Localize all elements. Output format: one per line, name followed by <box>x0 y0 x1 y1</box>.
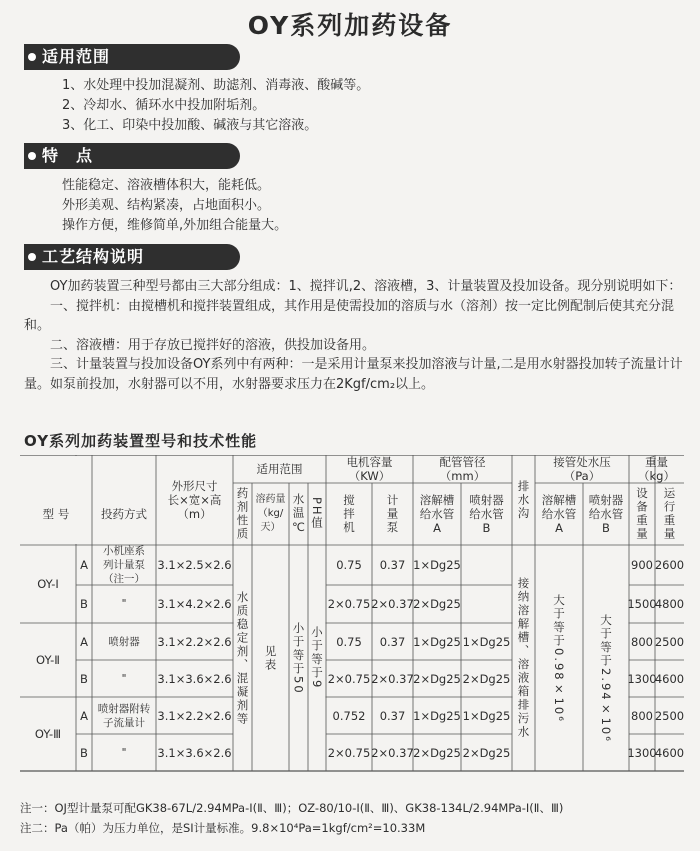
row-pipe-a: 1×Dg25 <box>413 558 461 572</box>
row-weight-run: 4800 <box>654 597 685 611</box>
list-item: 外形美观、结构紧凑，占地面积小。 <box>62 198 271 213</box>
row-sub-label: B <box>80 597 88 611</box>
row-method: 喷射器 <box>108 635 140 648</box>
row-pipe-b: 1×Dg25 <box>462 634 511 649</box>
list-item: 2、冷却水、循环水中投加附垢剂。 <box>62 98 266 113</box>
row-dims: 3.1×3.6×2.6 <box>157 745 232 760</box>
row-weight-run: 4600 <box>654 745 685 760</box>
header-motor: 电机容量 （KW） <box>346 455 393 483</box>
merged-dose: 见表 <box>263 644 278 672</box>
section-header-features <box>24 143 240 169</box>
section-title: 工艺结构说明 <box>42 247 145 266</box>
header-dims: 外形尺寸 长×宽×高 （m） <box>167 479 222 521</box>
section-header-scope <box>24 44 240 70</box>
page-title: OY系列加药设备 <box>247 11 453 40</box>
row-pipe-a: 2×Dg25 <box>413 597 461 611</box>
row-mixer: 2×0.75 <box>327 671 371 686</box>
row-pipe-b <box>461 545 512 585</box>
model-group-label: OY-Ⅰ <box>37 577 59 591</box>
note-2: 注二：Pa（帕）为压力单位，是SI计量标准。9.8×10⁴Pa=1kgf/cm²=10.33M <box>20 821 426 835</box>
merged-temp: 小于等于50 <box>291 621 306 695</box>
scope-list <box>62 76 369 136</box>
header-scope: 适用范围 <box>256 462 303 476</box>
row-pipe-a: 1×Dg25 <box>413 708 461 723</box>
model-group-label: OY-Ⅲ <box>34 727 62 741</box>
header-pipe-a: 溶解槽 给水管 A <box>419 493 455 535</box>
row-method: 喷射器附转 子流量计 <box>97 702 151 729</box>
row-pump: 0.37 <box>379 708 406 723</box>
row-pipe-a: 1×Dg25 <box>413 634 461 649</box>
header-weight-equip: 设备重量 <box>635 487 649 541</box>
row-dims: 3.1×2.2×2.6 <box>157 708 232 723</box>
row-pump: 0.37 <box>379 558 406 572</box>
row-mixer: 0.75 <box>336 634 362 649</box>
row-pump: 2×0.37 <box>371 671 414 686</box>
row-method: 小机座系 列计量泵 （注一） <box>103 545 145 585</box>
row-pump: 2×0.37 <box>371 745 414 760</box>
paragraph: 一、搅拌机：由搅槽机和搅拌装置组成，其作用是使需投加的溶质与水（溶剂）按一定比例配制后使其充分混和。 <box>24 298 675 333</box>
note-1: 注一：OJ型计量泵可配GK38-67L/2.94MPa-Ⅰ(Ⅱ、Ⅲ)；OZ-80/10-Ⅰ(Ⅱ、Ⅲ)、GK38-134L/2.94MPa-Ⅰ(Ⅱ、Ⅲ) <box>20 801 564 815</box>
row-weight-equip: 1500 <box>627 597 657 611</box>
header-weight: 重量 （kg） <box>638 455 675 483</box>
row-pipe-b <box>461 585 512 623</box>
row-weight-equip: 800 <box>631 634 653 649</box>
row-dims: 3.1×4.2×2.6 <box>157 597 232 611</box>
header-temp: 水温℃ <box>291 492 306 536</box>
header-weight-run: 运行重量 <box>662 487 677 541</box>
row-sub-label: B <box>80 745 88 760</box>
header-method: 投药方式 <box>101 507 147 521</box>
merged-agent: 水质稳定剂、混凝剂等 <box>235 590 250 726</box>
header-pump: 计量泵 <box>385 493 400 535</box>
section-header-process <box>24 244 240 270</box>
row-pipe-b: 2×Dg25 <box>462 745 511 760</box>
row-weight-run: 2600 <box>654 558 685 572</box>
merged-press-b: 大于等于2.94×10⁶ <box>599 613 613 743</box>
row-sub-label: A <box>80 634 88 649</box>
row-pipe-b: 2×Dg25 <box>462 671 511 686</box>
row-method: " <box>121 672 127 685</box>
row-pump: 0.37 <box>379 634 406 649</box>
header-press-a: 溶解槽 给水管 A <box>541 493 577 535</box>
section-title: 适用范围 <box>42 47 111 66</box>
row-sub-label: A <box>80 708 88 723</box>
row-sub-label: A <box>80 558 88 572</box>
header-pipe-b: 喷射器 给水管 B <box>469 493 504 535</box>
row-weight-equip: 900 <box>631 558 653 572</box>
bullet-icon <box>28 53 36 61</box>
row-pump: 2×0.37 <box>371 597 414 611</box>
row-pipe-a: 2×Dg25 <box>413 745 461 760</box>
section-title: 特 点 <box>42 146 94 165</box>
header-ph: PH值 <box>310 497 324 531</box>
row-mixer: 2×0.75 <box>327 745 371 760</box>
header-press-b: 喷射器 给水管 B <box>588 493 624 535</box>
row-weight-run: 2500 <box>654 634 685 649</box>
row-method: " <box>121 746 127 759</box>
row-mixer: 2×0.75 <box>327 597 371 611</box>
row-dims: 3.1×2.2×2.6 <box>157 634 232 649</box>
paragraph: 二、溶液槽：用于存放已搅拌好的溶液，供投加设备用。 <box>24 337 376 353</box>
header-dose: 溶药量（kg/天） <box>255 494 286 533</box>
row-weight-equip: 800 <box>631 708 653 723</box>
spec-table <box>20 455 684 796</box>
paragraph: 三、计量装置与投加设备OY系列中有两种：一是采用计量泵来投加溶液与计量,二是用水射器投加转子流量计计量。如泵前投加，水射器可以不用，水射器要求压力在2Kgf/cm₂以上。 <box>24 357 683 392</box>
row-pipe-a: 2×Dg25 <box>413 671 461 686</box>
row-mixer: 0.752 <box>332 708 366 723</box>
merged-ph: 小于等于9 <box>310 626 324 690</box>
list-item: 1、水处理中投加混凝剂、助滤剂、消毒液、酸碱等。 <box>62 78 370 93</box>
row-method: " <box>121 598 127 610</box>
feature-list <box>62 176 287 236</box>
row-mixer: 0.75 <box>336 558 362 572</box>
row-weight-equip: 1300 <box>627 671 657 686</box>
header-press: 接管处水压 （Pa） <box>553 455 611 483</box>
row-weight-run: 2500 <box>654 708 685 723</box>
merged-drain: 接纳溶解槽、溶液箱排污水 <box>516 577 531 739</box>
merged-press-a: 大于等于0.98×10⁶ <box>552 593 566 723</box>
row-pipe-b: 1×Dg25 <box>462 708 511 723</box>
list-item: 操作方便，维修简单,外加组合能量大。 <box>62 218 288 233</box>
paragraph: OY加药装置三种型号都由三大部分组成：1、搅拌讥,2、溶液槽，3、计量装置及投加设备。现分别说明如下： <box>24 279 682 294</box>
header-agent: 药剂性质 <box>235 487 250 541</box>
row-weight-run: 4600 <box>654 671 685 686</box>
process-description <box>24 277 684 394</box>
row-dims: 3.1×2.5×2.6 <box>157 558 232 572</box>
row-sub-label: B <box>80 671 88 686</box>
bullet-icon <box>28 152 36 160</box>
bullet-icon <box>28 253 36 261</box>
table-title: OY系列加药装置型号和技术性能 <box>24 432 258 450</box>
list-item: 3、化工、印染中投加酸、碱液与其它溶液。 <box>62 118 318 133</box>
header-drain: 排水沟 <box>516 479 531 521</box>
model-group-label: OY-Ⅱ <box>36 653 60 667</box>
row-weight-equip: 1300 <box>627 745 657 760</box>
list-item: 性能稳定、溶液槽体积大，能耗低。 <box>62 178 271 193</box>
header-model: 型 号 <box>42 507 70 521</box>
header-mixer: 搅拌机 <box>342 493 356 535</box>
row-dims: 3.1×3.6×2.6 <box>157 671 232 686</box>
header-pipe: 配管管径 （mm） <box>439 455 486 483</box>
